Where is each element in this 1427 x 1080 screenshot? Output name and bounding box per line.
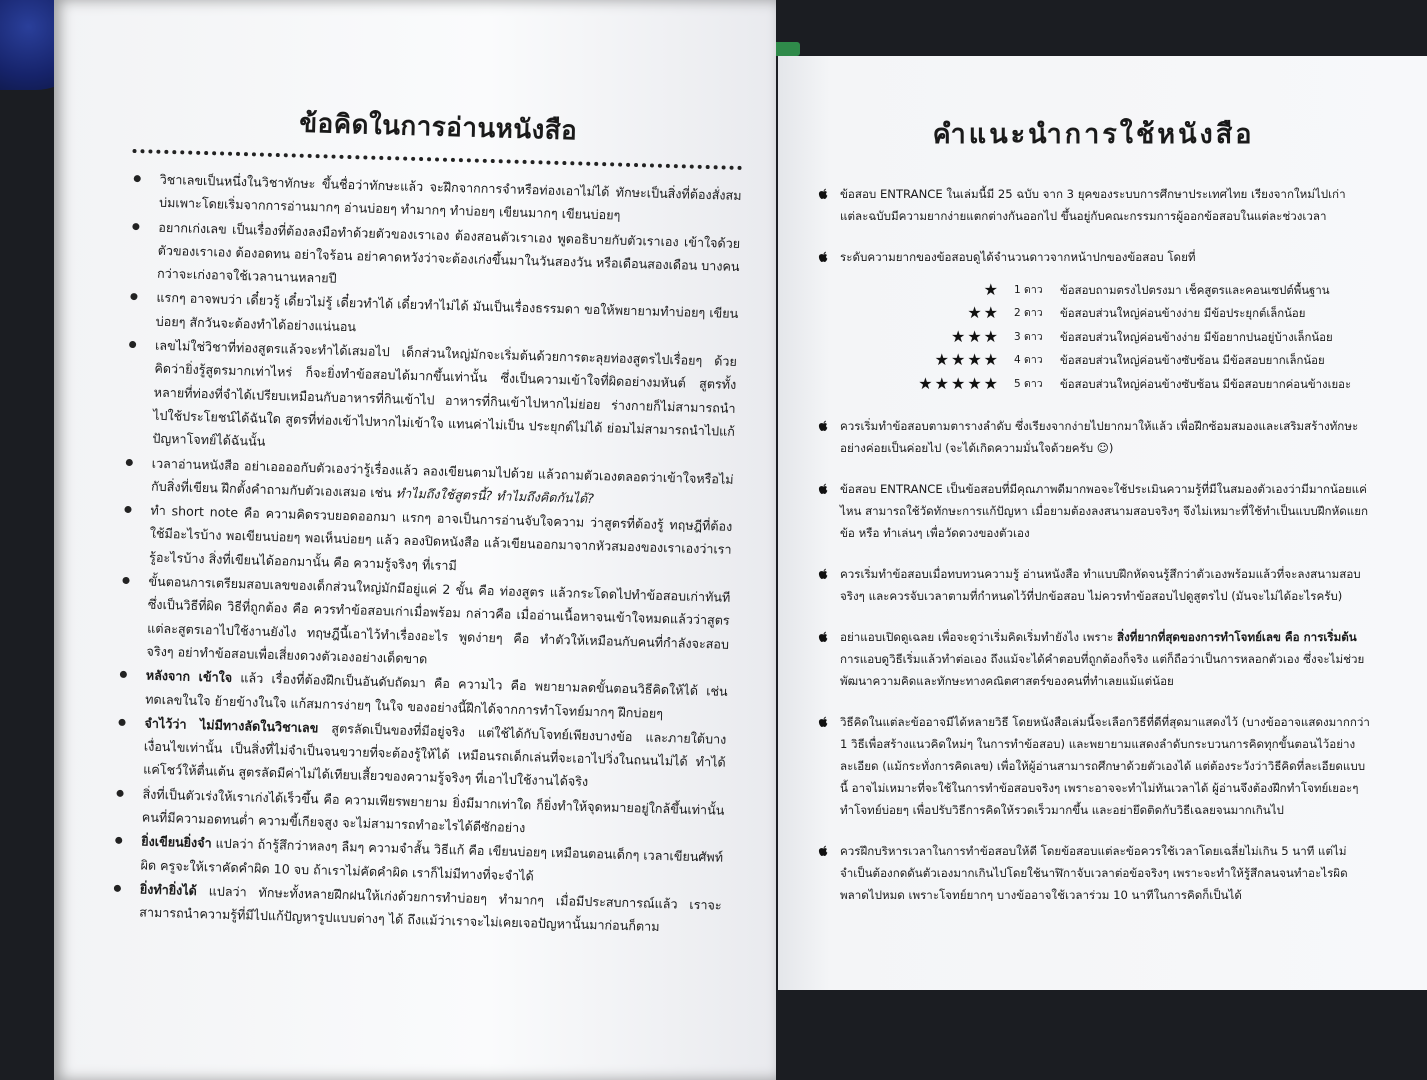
left-page-title: ข้อคิดในการอ่านหนังสือ	[298, 108, 578, 147]
difficulty-level-4: ★★★★ 4 ดาว ข้อสอบส่วนใหญ่ค่อนข้างซับซ้อน มีข้อสอบยากเล็กน้อย	[840, 349, 1371, 373]
left-page	[54, 0, 776, 1080]
bullet-icon	[122, 577, 129, 584]
right-page	[778, 56, 1427, 990]
apple-icon	[818, 568, 829, 580]
list-item: ข้อสอบ ENTRANCE ในเล่มนี้มี 25 ฉบับ จาก 3 ยุคของระบบการศึกษาประเทศไทย เรียงจากใหม่ไปเก่า แต่ละฉบับมีความยากง่ายแตกต่างกันออกไป ขึ้นอยู่กับคณะกรรมการผู้ออกข้อสอบในแต่ละช่วงเวลา	[816, 183, 1371, 227]
list-item: จำไว้ว่า ไม่มีทางลัดในวิชาเลข สูตรลัดเป็นของที่มีอยู่จริง แต่ใช้ได้กับโจทย์เพียงบางข้อ และภายใต้บางเงื่อนไขเท่านั้น เป็นสิ่งที่ไม่จำเป็นจนขวายที่จะต้องรู้ให้ได้ เหมือนรถเด็กเล่นที่จะเอาไปวิ่งในถนนไม่ได้ ทำได้แค่โชว์ให้ตื่นเต้น สูตรลัดมีค่าไม่ได้เทียบเสี้ยวของความรู้จริงๆ ที่เอาไปใช้งานได้จริง	[115, 711, 727, 798]
list-item: ขั้นตอนการเตรียมสอบเลขของเด็กส่วนใหญ่มักมีอยู่แค่ 2 ขั้น คือ ท่องสูตร แล้วกระโดดไปทำข้อสอบเก่าทันที ซึ่งเป็นวิธีที่ผิด วิธีที่ถูกต้อง คือ ควรทำข้อสอบเก่าเมื่อพร้อม กล่าวคือ เมื่ออ่านเนื้อหาจนเข้าใจหมดแล้วว่าสูตรแต่ละสูตรเอาไปใช้งานยังไง ทฤษฎีนี้เอาไว้ทำเรื่องอะไร พูดง่ายๆ คือ ทำตัวให้เหมือนกับคนที่กำลังจะสอบจริงๆ อย่าทำข้อสอบเพื่อเสี่ยงดวงตัวเองอย่างเด็ดขาด	[118, 569, 730, 679]
right-page-content	[816, 112, 1371, 925]
bullet-icon	[114, 885, 121, 892]
star-icon: ★★★★	[934, 350, 1000, 370]
apple-icon	[818, 420, 829, 432]
list-item: หลังจาก เข้าใจ แล้ว เรื่องที่ต้องฝึกเป็นอันดับถัดมา คือ ความไว คือ พยายามลดขั้นตอนวิธีคิดให้ได้ เช่น ทดเลขในใจ ย้ายข้างในใจ แก้สมการง่ายๆ ในใจ ของอย่างนี้ฝึกได้จากการทำโจทย์มากๆ ฝึกบ่อยๆ	[117, 663, 728, 727]
reading-tips-list	[111, 167, 742, 940]
apple-icon	[818, 845, 829, 857]
difficulty-level-5: ★★★★★ 5 ดาว ข้อสอบส่วนใหญ่ค่อนข้างซับซ้อน มีข้อสอบยากค่อนข้างเยอะ	[840, 372, 1371, 396]
bullet-icon	[120, 671, 127, 678]
bullet-icon	[116, 790, 123, 797]
bullet-icon	[118, 719, 125, 726]
bullet-icon	[132, 223, 139, 230]
bullet-icon	[134, 175, 141, 182]
bullet-icon	[129, 341, 136, 348]
bullet-icon	[126, 458, 133, 465]
star-icon: ★★★	[950, 326, 1000, 346]
star-icon: ★	[983, 279, 1000, 299]
list-item: ควรฝึกบริหารเวลาในการทำข้อสอบให้ดี โดยข้อสอบแต่ละข้อควรใช้เวลาโดยเฉลี่ยไม่เกิน 5 นาที แต่ไม่จำเป็นต้องกดดันตัวเองมากเกินไปโดยใช้นาฬิกาจับเวลาต่อข้อจริงๆ เพราะจะทำให้รู้สึกลนจนทำอะไรผิดพลาดไปหมด เพราะโจทย์ยากๆ บางข้ออาจใช้เวลาร่วม 10 นาทีในการคิดก็เป็นได้	[816, 840, 1371, 906]
list-item: วิธีคิดในแต่ละข้ออาจมีได้หลายวิธี โดยหนังสือเล่มนี้จะเลือกวิธีที่ดีที่สุดมาแสดงไว้ (บางข้ออาจแสดงมากกว่า 1 วิธีเพื่อสร้างแนวคิดใหม่ๆ ในการทำข้อสอบ) และพยายามแสดงลำดับกระบวนการคิดทุกขั้นตอนไว้อย่างละเอียด (แม้กระทั่งการคิดเลข) เพื่อให้ผู้อ่านสามารถศึกษาด้วยตัวเองได้ แต่ต้องระวังว่าวิธีคิดที่ละเอียดแบบนี้ อาจไม่เหมาะที่จะใช้ในการทำข้อสอบจริงๆ เพราะอาจจะทำไม่ทันเวลาได้ ผู้อ่านจึงต้องฝึกทำโจทย์เยอะๆ ทำโจทย์บ่อยๆ เพื่อปรับวิธีการคิดให้รวดเร็วมากขึ้น และอย่ายึดติดกับวิธีเฉลยจนมากเกินไป	[816, 711, 1371, 821]
difficulty-level-2: ★★ 2 ดาว ข้อสอบส่วนใหญ่ค่อนข้างง่าย มีข้อประยุกต์เล็กน้อย	[840, 302, 1371, 326]
left-page-content	[111, 98, 744, 941]
difficulty-level-3: ★★★ 3 ดาว ข้อสอบส่วนใหญ่ค่อนข้างง่าย มีข้อยากปนอยู่บ้างเล็กน้อย	[840, 325, 1371, 349]
list-item: สิ่งที่เป็นตัวเร่งให้เราเก่งได้เร็วขึ้น คือ ความเพียรพยายาม ยิ่งมีมากเท่าใด ก็ยิ่งทำให้จุดหมายอยู่ใกล้ขึ้นเท่านั้น คนที่มีความอดทนต่ำ ความขี้เกียจสูง จะไม่สามารถทำอะไรได้ดีซักอย่าง	[114, 781, 725, 845]
difficulty-levels	[840, 278, 1371, 396]
star-icon: ★★	[967, 303, 1000, 323]
list-item: อยากเก่งเลข เป็นเรื่องที่ต้องลงมือทำด้วยตัวของเราเอง ต้องสอนตัวเราเอง พูดอธิบายกับตัวเราเอง เข้าใจด้วยตัวของเราเอง ต้องอดทน อย่าใจร้อน อย่าคาดหวังว่าจะต้องเก่งขึ้นมาในวันสองวัน หรือเดือนสองเดือน บางคนกว่าจะเก่งอาจใช้เวลานานหลายปี	[129, 215, 741, 302]
apple-icon	[818, 483, 829, 495]
apple-icon	[818, 631, 829, 643]
difficulty-level-1: ★ 1 ดาว ข้อสอบถามตรงไปตรงมา เช็คสูตรและคอนเซปต์พื้นฐาน	[840, 278, 1371, 302]
list-item: แรกๆ อาจพบว่า เดี๋ยวรู้ เดี๋ยวไม่รู้ เดี๋ยวทำได้ เดี๋ยวทำไม่ได้ มันเป็นเรื่องธรรมดา ขอให้พยายามทำบ่อยๆ เขียนบ่อยๆ สักวันจะต้องทำได้อย่างแน่นอน	[127, 285, 738, 349]
list-item: ยิ่งเขียนยิ่งจำ แปลว่า ถ้ารู้สึกว่าหลงๆ ลืมๆ ความจำสั้น วิธีแก้ คือ เขียนบ่อยๆ เหมือนตอนเด็กๆ เวลาเขียนศัพท์ผิด ครูจะให้เราคัดคำผิด 10 จบ ถ้าเราไม่คัดคำผิด เราก็ไม่มีทางที่จะจำได้	[112, 829, 723, 893]
list-item: เลขไม่ใช่วิชาที่ท่องสูตรแล้วจะทำได้เสมอไป เด็กส่วนใหญ่มักจะเริ่มต้นด้วยการตะลุยท่องสูตรไปเรื่อยๆ ด้วยคิดว่ายิ่งรู้สูตรมากเท่าไหร่ ก็จะยิ่งทำข้อสอบได้มากขึ้นเท่านั้น ซึ่งเป็นความเข้าใจที่ผิดอย่างมหันต์ สูตรทั้งหลายที่ท่องที่จำได้เปรียบเหมือนกับอาหารที่กินเข้าไป อาหารที่กินเข้าไปหากไม่ย่อย ร่างกายก็ไม่สามารถนำไปใช้ประโยชน์ได้ฉันใด สูตรที่ท่องเข้าไปหากไม่เข้าใจ แทนค่าไม่เป็น ประยุกต์ไม่ได้ ย่อมไม่สามารถนำไปแก้ปัญหาโจทย์ได้ฉันนั้น	[124, 333, 737, 466]
list-item: วิชาเลขเป็นหนึ่งในวิชาทักษะ ขึ้นชื่อว่าทักษะแล้ว จะฝึกจากการจำหรือท่องเอาไม่ได้ ทักษะเป็นสิ่งที่ต้องสั่งสมบ่มเพาะโดยเริ่มจากการอ่านมากๆ อ่านบ่อยๆ ทำมากๆ ทำบ่อยๆ เขียนมากๆ เขียนบ่อยๆ	[131, 167, 742, 231]
list-item: ควรเริ่มทำข้อสอบตามตารางลำดับ ซึ่งเรียงจากง่ายไปยากมาให้แล้ว เพื่อฝึกซ้อมสมองและเสริมสร้างทักษะอย่างค่อยเป็นค่อยไป (จะได้เกิดความมั่นใจด้วยครับ ☺)	[816, 415, 1371, 459]
apple-icon	[818, 188, 829, 200]
star-icon: ★★★★★	[918, 373, 1000, 393]
bullet-icon	[115, 837, 122, 844]
bullet-icon	[124, 506, 131, 513]
list-item: เวลาอ่านหนังสือ อย่าเออออกับตัวเองว่ารู้เรื่องแล้ว ลองเขียนตามไปด้วย แล้วถามตัวเองตลอดว่าเข้าใจหรือไม่กับสิ่งที่เขียน ฝึกตั้งคำถามกับตัวเองเสมอ เช่น ทำไมถึงใช้สูตรนี้? ทำไมถึงคิดกันได้?	[123, 450, 734, 514]
list-item: ทำ short note คือ ความคิดรวบยอดออกมา แรกๆ อาจเป็นการอ่านจับใจความ ว่าสูตรที่ต้องรู้ ทฤษฎีที่ต้องใช้มีอะไรบ้าง พอเขียนบ่อยๆ พอเห็นบ่อยๆ แล้ว ลองปิดหนังสือ แล้วเขียนออกมาจากหัวสมองของเราเองว่าเรารู้อะไรบ้าง สิ่งที่เขียนได้ออกมานั้น คือ ความรู้จริงๆ ที่เรามี	[121, 498, 733, 585]
apple-icon	[818, 251, 829, 263]
right-page-title: คำแนะนำการใช้หนังสือ	[932, 119, 1255, 150]
bullet-icon	[130, 293, 137, 300]
list-item: อย่าแอบเปิดดูเฉลย เพื่อจะดูว่าเริ่มคิดเริ่มทำยังไง เพราะ สิ่งที่ยากที่สุดของการทำโจทย์เลข คือ การเริ่มต้น การแอบดูวิธีเริ่มแล้วทำต่อเอง ถึงแม้จะได้คำตอบที่ถูกต้องก็จริง แต่ก็ถือว่าเป็นการหลอกตัวเอง ซึ่งจะไม่ช่วยพัฒนาความคิดและทักษะทางคณิตศาสตร์ของคนที่ทำเลยแม้แต่น้อย	[816, 626, 1371, 692]
usage-guide-list	[816, 183, 1371, 906]
apple-icon	[818, 716, 829, 728]
list-item: ข้อสอบ ENTRANCE เป็นข้อสอบที่มีคุณภาพดีมากพอจะใช้ประเมินความรู้ที่มีในสมองตัวเองว่ามีมากน้อยแค่ไหน สามารถใช้วัดทักษะการแก้ปัญหา เมื่อยามต้องลงสนามสอบจริงๆ จึงไม่เหมาะที่ใช้ทำเป็นแบบฝึกหัดแยกข้อ หรือ ทำเล่นๆ เพื่อวัดดวงของตัวเอง	[816, 478, 1371, 544]
list-item: ยิ่งทำยิ่งได้ แปลว่า ทักษะทั้งหลายฝึกฝนให้เก่งด้วยการทำบ่อยๆ ทำมากๆ เมื่อมีประสบการณ์แล้ว เราจะสามารถนำความรู้ที่มีไปแก้ปัญหารูปแบบต่างๆ ได้ ถึงแม้ว่าเราจะไม่เคยเจอปัญหานั้นมาก่อนก็ตาม	[111, 877, 722, 941]
list-item: ควรเริ่มทำข้อสอบเมื่อทบทวนความรู้ อ่านหนังสือ ทำแบบฝึกหัดจนรู้สึกว่าตัวเองพร้อมแล้วที่จะลงสนามสอบจริงๆ และควรจับเวลาตามที่กำหนดไว้ที่ปกข้อสอบ ไม่ควรทำข้อสอบไปดูสูตรไป (มันจะไม่ได้อะไรครับ)	[816, 563, 1371, 607]
list-item: ระดับความยากของข้อสอบดูได้จำนวนดาวจากหน้าปกของข้อสอบ โดยที่ ★ 1 ดาว ข้อสอบถามตรงไปตรงมา เช็คสูตรและคอนเซปต์พื้นฐาน ★★ 2 ดาว ข้อสอบส่วนใหญ่ค่อนข้างง่าย มีข้อประยุกต์เล็กน้อย ★★★ 3 ดาว ข้อสอบส่วนใหญ่ค่อนข้างง่าย มีข้อยากปนอยู่บ้างเล็กน้อย ★★★★ 4 ดาว ข้อสอบส่วนใหญ่ค่อนข้างซับซ้อน มีข้อสอบยากเล็กน้อย ★★★★★ 5 ดาว ข้อสอบส่วนใหญ่ค่อนข้างซับซ้อน มีข้อสอบยากค่อนข้างเยอะ	[816, 246, 1371, 396]
